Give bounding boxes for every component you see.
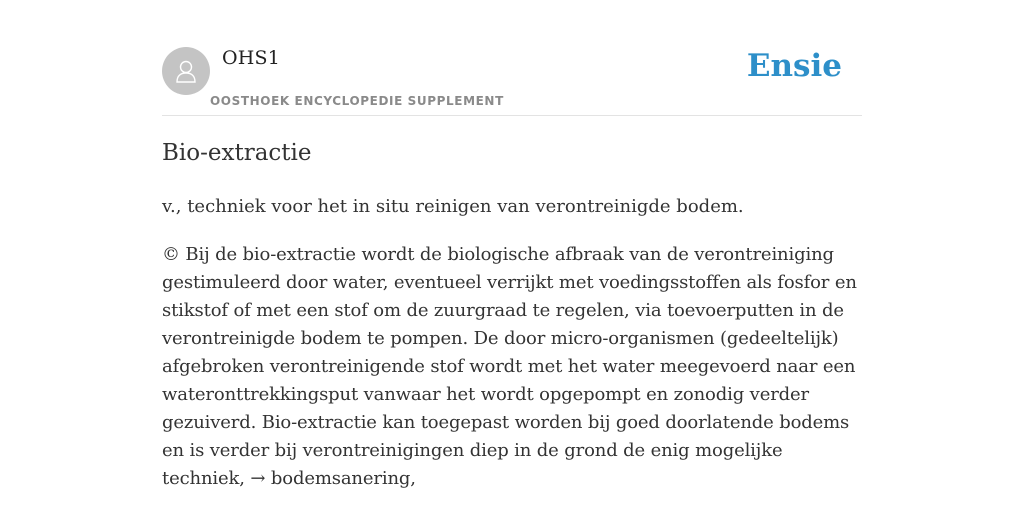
- ensie-logo[interactable]: Ensie: [746, 48, 842, 84]
- entry-page: [162, 0, 862, 489]
- author-name-link[interactable]: OHS1: [222, 47, 281, 69]
- entry-header: [162, 0, 862, 116]
- entry-definition: v., techniek voor het in situ reinigen van verontreinigde bodem.: [162, 196, 744, 217]
- page-title: Bio-extractie: [162, 140, 312, 166]
- source-name: OOSTHOEK ENCYCLOPEDIE SUPPLEMENT: [210, 94, 504, 108]
- author-avatar[interactable]: [162, 47, 210, 95]
- user-icon: [172, 57, 200, 85]
- entry-body: © Bij de bio-extractie wordt de biologische afbraak van de verontreiniging gestimuleerd door water, eventueel verrijkt met voedingsstoffen als fosfor en stikstof of met een stof om de zuurgraad te regelen, via toevoerputten in de verontreinigde bodem te pompen. De door micro-organismen (gedeeltelijk) afgebroken verontreinigende stof wordt met het water meegevoerd naar een wateronttrekkingsput vanwaar het wordt opgepompt en zonodig verder gezuiverd. Bio-extractie kan toegepast worden bij goed doorlatende bodems en is verder bij verontreinigingen diep in de grond de enig mogelijke techniek, → bodemsanering,: [162, 244, 857, 489]
